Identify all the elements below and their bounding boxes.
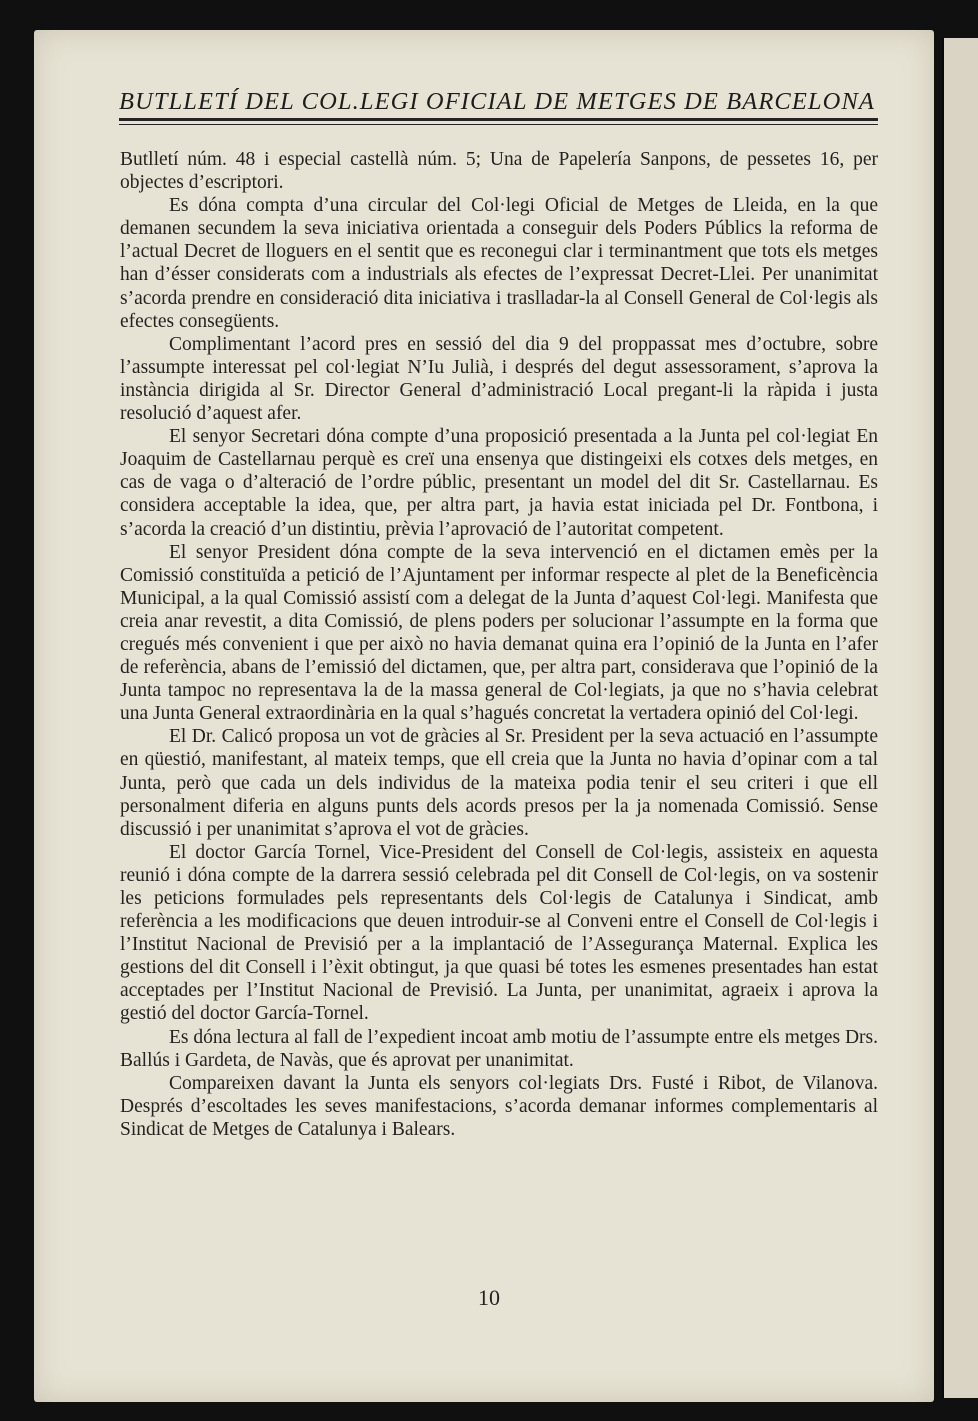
paragraph-castellarnau-proposal: El senyor Secretari dóna compte d’una proposició presentada a la Junta pel col·legiat En Joaquim de Castellarnau perquè es creï una ensenya que distingeixi els cotxes dels metges, en cas de vaga o d’alteració de l’ordre públic, presentant un model del dit Sr. Castellarnau. Es considera acceptable la idea, que, per altra part, ja havia estat iniciada pel Dr. Fontbona, i s’acorda la creació d’un distintiu, prèvia l’aprovació de l’autoritat competent. — [120, 426, 878, 540]
adjacent-page-edge — [942, 38, 978, 1398]
header-rule-thin — [119, 124, 878, 125]
body-text — [120, 148, 878, 1141]
paragraph-lleida-circular: Es dóna compta d’una circular del Col·legi Oficial de Metges de Lleida, en la que demanen secundem la seva iniciativa orientada a conseguir dels Poders Públics la reforma de l’actual Decret de lloguers en el sentit que es reconegui clar i terminantment que tots els metges han d’ésser considerats com a industrials als efectes de l’expressat Decret-Llei. Per unanimitat s’acorda prendre en consideració dita iniciativa i traslladar-la al Consell General de Col·legis als efectes consegüents. — [120, 195, 878, 332]
paragraph-calico-vote: El Dr. Calicó proposa un vot de gràcies al Sr. President per la seva actuació en l’assumpte en qüestió, manifestant, al mateix temps, que ell creia que la Junta no havia d’opinar com a tal Junta, però que cada un dels individus de la mateixa podia tenir el seu criteri i que ell personalment diferia en alguns punts dels acords presos per la ja nomenada Comissió. Sense discussió i per unanimitat s’aprova el vot de gràcies. — [120, 726, 878, 840]
paragraph-garcia-tornel: El doctor García Tornel, Vice-President del Consell de Col·legis, assisteix en aquesta reunió i dóna compte de la darrera sessió celebrada pel dit Consell de Col·legis, on va sostenir les peticions formulades pels representants dels Col·legis de Catalunya i Sindicat, amb referència a les modificacions que deuen introduir-se al Conveni entre el Consell de Col·legis i l’Institut Nacional de Previsió per a la implantació de l’Assegurança Maternal. Explica les gestions del dit Consell i l’èxit obtingut, ja que quasi bé totes les esmenes presentades han estat acceptades per l’Institut Nacional de Previsió. La Junta, per unanimitat, agraeix i aprova la gestió del doctor García-Tornel. — [120, 841, 878, 1025]
page-number: 10 — [478, 1285, 500, 1310]
running-header-title: BUTLLETÍ DEL COL.LEGI OFICIAL DE METGES DE BARCELONA — [119, 88, 875, 115]
paragraph-fuste-ribot: Compareixen davant la Junta els senyors col·legiats Drs. Fusté i Ribot, de Vilanova. Després d’escoltades les seves manifestacions, s’acorda demanar informes complementaris al Sindicat de Metges de Catalunya i Balears. — [120, 1072, 878, 1140]
paragraph-iu-julia: Complimentant l’acord pres en sessió del dia 9 del proppassat mes d’octubre, sobre l’assumpte interessat pel col·legiat N’Iu Julià, i després del degut assessorament, s’aprova la instància dirigida al Sr. Director General d’administració Local pregant-li la ràpida i justa resolució d’aquest afer. — [120, 333, 878, 425]
paragraph-president-intervention: El senyor President dóna compte de la seva intervenció en el dictamen emès per la Comissió constituïda a petició de l’Ajuntament per informar respecte al plet de la Beneficència Municipal, a la qual Comissió assistí com a delegat de la Junta d’aquest Col·legi. Manifesta que creia anar revestit, a dita Comissió, de plens poders per solucionar l’assumpte en la forma que cregués més convenient i que per això no havia demanat quina era l’opinió de la Junta en l’afer de referència, abans de l’emissió del dictamen, que, per altra part, considerava que l’opinió de la Junta tampoc no representava la de la massa general de Col·legiats, ja que no s’havia celebrat una Junta General extraordinària en la qual s’hagués concretat la vertadera opinió del Col·legi. — [120, 541, 878, 725]
paragraph-ballus-gardeta: Es dóna lectura al fall de l’expedient incoat amb motiu de l’assumpte entre els metges Drs. Ballús i Gardeta, de Navàs, que és aprovat per unanimitat. — [120, 1026, 878, 1071]
paragraph-continuation: Butlletí núm. 48 i especial castellà núm. 5; Una de Papelería Sanpons, de pessetes 16, per objectes d’escriptori. — [120, 149, 878, 194]
header-rule-thick — [119, 118, 878, 121]
